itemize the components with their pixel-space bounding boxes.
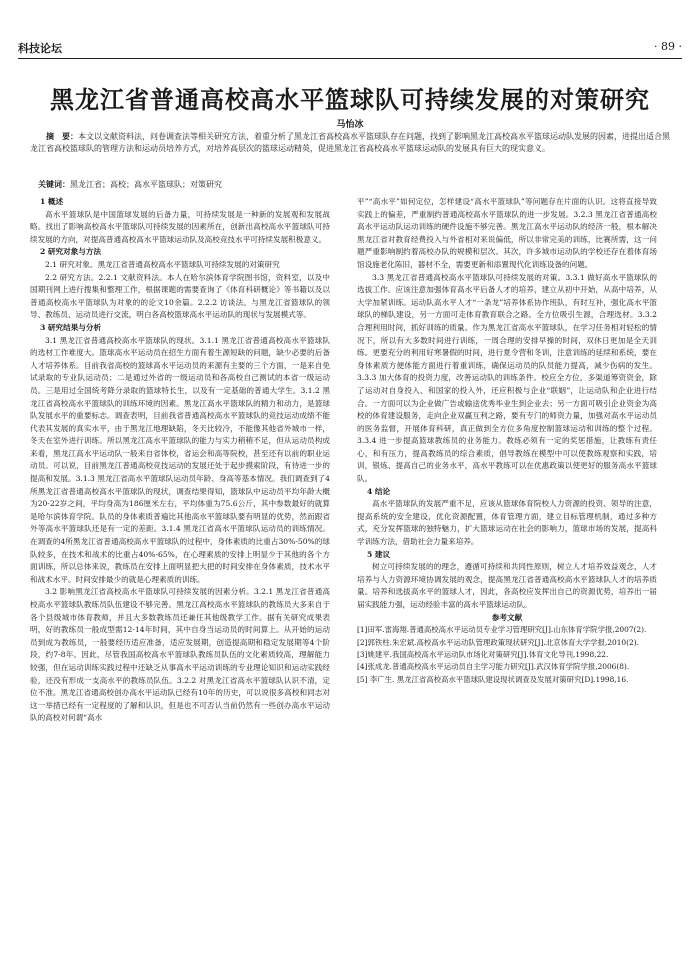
paragraph: 2.2 研究方法。2.2.1 文献资料法。本人在哈尔滨体育学院图书馆，资料室，以及中国期刊网上进行搜集和整理工作，根据课题的需要查询了《体育科研概论》等书籍以及以普通高校高水平篮球队为对象的的论文10余篇。2.2.2 访谈法。与黑龙江省篮球队的领导、教练员、运动员进行交流，明白各高校篮球高水平运动队的现状与发展模式等。 <box>30 272 330 320</box>
page-number: · 89 · <box>654 40 682 53</box>
paragraph: 3.3 黑龙江省普通高校高水平篮球队可持续发展的对策。3.3.1 做好高水平篮球队的选拔工作。应该注意加强体育高水平后备人才的培养，建立从初中开始，从高中培养，从大学加紧训练。运动队高水平人才“一条龙”培养体系协作班队，有时互补，强化高水平篮球队的梯队建设，另一方面可走体育教育联合之路。全方位吸引生源，合理选材。3.3.2 合理利用时间，抓好训练的质量。作为黑龙江省高水平篮球队，在学习任务相对轻松的情况下，所以有大多数时间进行训练，一周合理的安排早操的时间，双休日更加是全天训练。更要充分的利用好寒暑假的时间，进行夏令营和冬训，注意训练的延续和系统，要在身体素质方便体能方面进行着重训练，确保运动员的队员能力提高，减少伤病的发生。3.3.3 加大体育的投资力度，改善运动队的训练条件。校应全方位，多渠道筹资资金，除了运动对自身投入、和国家的投入外，还应积极与企业“联姻”，让运动队和企业进行结合。一方面可以为企业做广告或输送优秀毕业生到企业去；另一方面可吸引企业资金为高校的体育建设服务，走向企业双赢互利之路，要有专门的师资力量，加强对高水平运动员的医务监督，开展体育科研，真正做到全方位多角度控制篮球运动和训练的整个过程。3.3.4 进一步提高篮球教练员的业务能力。教练必须有一定的奖惩措施，让教练有责任心，和有压力，提高教练员的综合素质，倡导教练在模型中可以使教练观察和实践，培训，银炼、提高自己的业务水平，高水平教练可以在优惠政策以使更好的服务高水平篮球队。 <box>357 272 657 484</box>
references-heading: 参考文献 <box>491 612 523 622</box>
section-heading: 2 研究对象与方法 <box>40 247 102 257</box>
paragraph: 高水平篮球队是中国篮球发展的后备力量，可持续发展是一种新的发展观和发展战略。找出了影响高校高水平篮球队可持续发展的因素所在，创新出高校高水平篮球队可持续发展的方向，对提高普通高校高水平篮球运动队及高校竞技水平可持续发展积极意义。 <box>30 209 330 244</box>
keywords-label: 关键词： <box>38 179 70 189</box>
section-heading: 3 研究结果与分析 <box>40 322 102 332</box>
reference-item: [1]田军.雷海翔.普通高校高水平运动员专业学习管理研究[J].山东体育学院学报,2007(2). <box>357 625 647 635</box>
reference-item: [5] 李广生. 黑龙江省高校高水平篮球队建设现状调查及发展对策研究[D].1998,16. <box>357 674 629 684</box>
paragraph: 高水平篮球队的发展严重不足，应该从篮球体育院校人力资源的投资、领导的注意，提高系统的安全建设，优化资源配置，体育管理方面，建立目标管理机制，通过多种方式，充分发挥篮球的独特魅力，扩大篮球运动在社会的影响力，篮球市场的发展，提高科学训练方法，借助社会力量来培养。 <box>357 499 657 547</box>
reference-item: [4]张成龙.普通高校高水平运动员自主学习能力研究[J].武汉体育学院学报,2006(8). <box>357 662 630 672</box>
abstract <box>30 130 670 155</box>
section-heading: 1 概述 <box>40 197 64 206</box>
section-heading: 4 结论 <box>367 486 391 496</box>
keywords-text: 黑龙江省；高校；高水平篮球队；对策研究 <box>70 180 222 189</box>
reference-item: [2]郭铁柱.朱宏斌.高校高水平运动队管理政策现状研究[J].北京体育大学学报,2010(2). <box>357 637 639 647</box>
article-title: 黑龙江省普通高校高水平篮球队可持续发展的对策研究 <box>50 85 650 114</box>
reference-item: [3]姚建平.我国高校高水平运动队市场化对策研究[J].体育文化导刊,1998,22. <box>357 650 609 659</box>
paragraph: 树立可持续发展的的理念，遵循可持续和共同性原则，树立人才培养效益观念，人才培养与人力资源环境协调发展的观念，提高黑龙江省普通高校高水平篮球队人才的培养质量。培养和选拔高水平的篮球人才，因此，各高校应发挥出自己的资源优势，培养出一届届实践能力强，运动经验丰富的高水平篮球运动队。 <box>357 562 657 609</box>
paragraph: 平”“高水平”如何定位，怎样建设“高水平篮球队”等问题存在片面的认识。这将直接导致实践上的偏差，严重制约普通高校高水平篮球队的进一步发展。3.2.3 黑龙江省普通高校高水平运动队运动训练的硬件设施不够完善。黑龙江高水平运动队的经济一般，根本解决黑龙江省对教育经费投入与外省相对来说偏低，所以非常完美的训练，比赛所需，这一问题严重影响制约着高校办队的规模和层次。其次，许多城市运动队的学校还存在着体育场馆设施老化陈旧，器材不全，需要更新和添置现代化训练设备的问题。 <box>357 197 657 269</box>
running-head <box>18 38 682 56</box>
right-column <box>357 196 657 964</box>
author-name: 马怡冰 <box>336 120 364 130</box>
journal-name: 科技论坛 <box>18 42 62 55</box>
section-heading: 5 建议 <box>367 549 391 559</box>
abstract-text: 本文以文献资料法，问卷调查法等相关研究方法，着重分析了黑龙江省高校高水平篮球队存在问题，找到了影响黑龙江高校高水平篮球运动队发展的因素，进提出适合黑龙江省高校篮球队的管理方法和运动员培养方式，对培养高层次的篮球运动精英，促进黑龙江省高校高水平篮球运动队的发展具有巨大的现实意义。 <box>30 132 670 153</box>
paragraph: 2.1 研究对象。黑龙江省普通高校高水平篮球队可持续发展的对策研究 <box>45 259 280 269</box>
keywords <box>38 178 670 191</box>
header-rule <box>18 58 682 59</box>
paragraph: 3.2 影响黑龙江省高校高水平篮球队可持续发展的因素分析。3.2.1 黑龙江省普通高校高水平篮球队教练员队伍建设不够完善。黑龙江高校高水平篮球队的教练员大多来自于各个县级城市体育教师，并且大多数教练员还兼任其他级教学工作。据有关研究成果表明，好的教练员一般成型需12-14年时间，其中自身当运动员的时间算上。从开始的运动员到成为教练员，一般要经历适应准备，适应发展期，创造提高期和稳定发展期等4个阶段，约7-8年。因此，尽管我国高校高水平篮球队教练员队伍的文化素质较高，理解能力较强，但在运动训练实践过程中还缺乏从事高水平运动训练的专业理论知识和运动实践经验，还没有形成一支高水平的教练员队伍。3.2.2 对黑龙江省高水平篮球队认识不清，定位不准。黑龙江省通高校创办高水平运动队已经有10年的历史，可以说很多高校和同志对这一举措已经有一定程度的了解和认识，但是也不可否认当前仍然有一些创办高水平运动队的高校对何谓“高水 <box>30 587 330 723</box>
abstract-label: 摘 要： <box>46 131 78 141</box>
left-column <box>30 196 330 964</box>
paragraph: 3.1 黑龙江省普通高校高水平篮球队的现状。3.1.1 黑龙江省普通高校高水平篮球队的选材工作难度大。篮球高水平运动员在招生方面有着生源短缺的问题，缺少必要的后备人才培养体系。目前我省高校的篮球高水平运动员的来源有主要的三个方面，一是来自免试录取的专业队运动员；二是通过外省的一级运动员和各高校自己测试的本省一级运动员。三是用过全国统考降分录取的篮球特长生，以及有一定基础的普通大学生。3.1.2 黑龙江省高校高水平篮球队的训练环境的因素。黑龙江高水平篮球队的精力和动力，是篮球队发展水平的重要标志。调查表明，目前我省普通高校高水平篮球队的竞技运动成绩不能代表其发展的真实水平，由于黑龙江地理缺陷，冬天比较冷，不能像其他省外城市一样，冬天在室外进行训练。所以黑龙江高水平篮球队的能力与实力稍稍不足，但从运动员构成来看，黑龙江高水平运动队一般来自省体校，省运会和高等院校，甚至还有以前的职业运动员。可以说，目前黑龙江普通高校竞技运动的发展还处于起步摸索阶段，有待进一步的提高和发展。3.1.3 黑龙江省高水平篮球队运动员年龄、身高等基本情况。我们调查到了4所黑龙江省普通高校高水平篮球队的现状，调查结果得知，篮球队中运动员平均年龄大概为20-22岁之间，平均身高为186厘米左右，平均体重为75.6公斤，其中参数最好的就算是哈尔滨体育学院。队员的身体素质普遍比其他高水平篮球队要有明显的优势，然而跟省外等高水平篮球队还是有一定的差距。3.1.4 黑龙江省高水平篮球队运动员的训练情况。在调查的4所黑龙江省普通高校高水平篮球队的过程中，身体素质的比重占30%-50%的球队较多，在技术和战术的比重占40%-65%，在心理素质的安排上明显少于其他的各个方面训练，所以总体来说，教练员在安排上面明显把大把的时间安排在身体素质，技术水平和战术水平。时间安排最少的就是心理素质的训练。 <box>30 335 330 584</box>
